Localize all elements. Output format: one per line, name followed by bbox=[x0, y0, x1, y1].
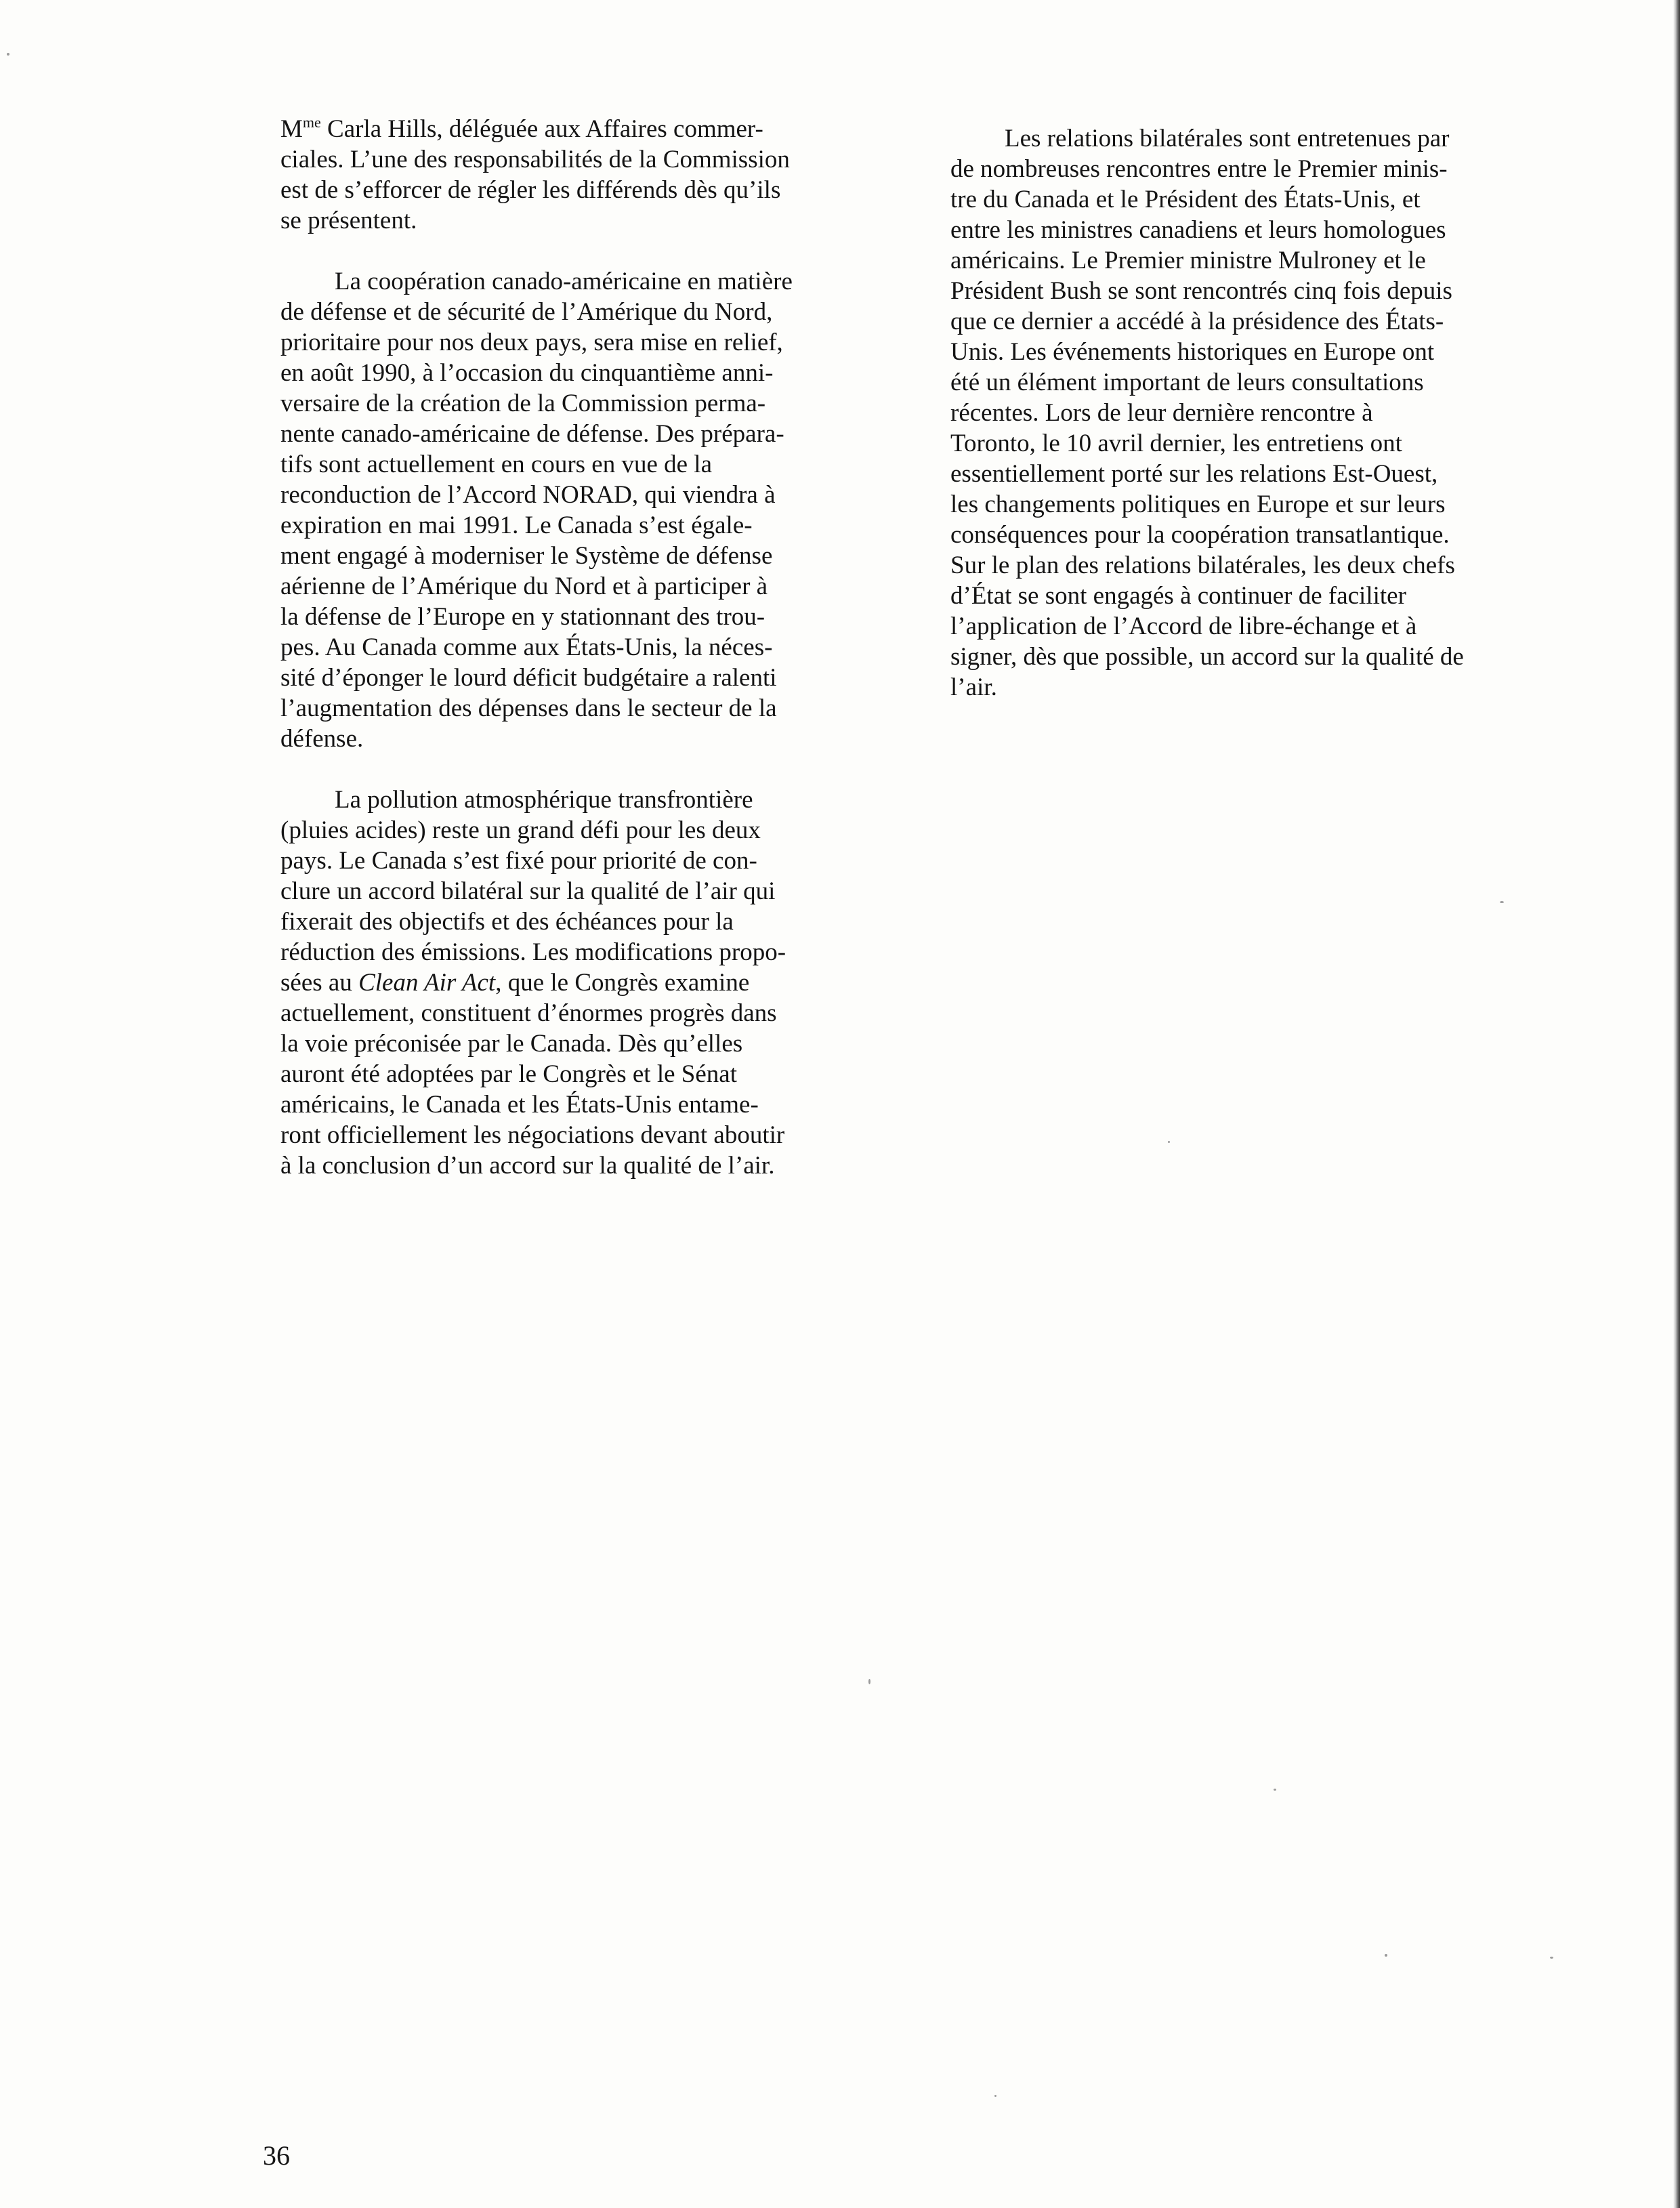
text-line: se présentent. bbox=[280, 207, 417, 234]
text-line: en août 1990, à l’occasion du cinquantième anni- bbox=[280, 359, 774, 387]
text-line: est de s’efforcer de régler les différends dès qu’ils bbox=[280, 176, 781, 204]
scan-speck bbox=[868, 1679, 870, 1684]
text-line: ment engagé à moderniser le Système de défense bbox=[280, 542, 773, 570]
text-line: (pluies acides) reste un grand défi pour les deux bbox=[280, 816, 761, 844]
text-line: Unis. Les événements historiques en Europe ont bbox=[950, 338, 1435, 366]
scan-speck bbox=[1168, 1141, 1170, 1143]
left-text-column bbox=[280, 114, 890, 1181]
text-line: la défense de l’Europe en y stationnant des trou- bbox=[280, 603, 765, 631]
text-line: auront été adoptées par le Congrès et le Sénat bbox=[280, 1060, 737, 1088]
scan-speck bbox=[1500, 901, 1504, 903]
text-line bbox=[280, 114, 890, 144]
text-line: ront officiellement les négociations devant aboutir bbox=[280, 1121, 785, 1149]
text-line: Sur le plan des relations bilatérales, les deux chefs bbox=[950, 551, 1455, 579]
text-line: de défense et de sécurité de l’Amérique du Nord, bbox=[280, 298, 773, 326]
text-line: l’air. bbox=[950, 673, 997, 701]
text-line: été un élément important de leurs consultations bbox=[950, 369, 1424, 396]
text-line: d’État se sont engagés à continuer de faciliter bbox=[950, 582, 1406, 610]
text-line: réduction des émissions. Les modifications propo- bbox=[280, 938, 786, 966]
paragraph-defense-cooperation bbox=[280, 266, 890, 754]
text-fragment: sées au bbox=[280, 969, 359, 997]
scan-speck bbox=[1385, 1954, 1387, 1957]
text-line: nente canado-américaine de défense. Des prépara- bbox=[280, 420, 784, 448]
text-line: pays. Le Canada s’est fixé pour priorité de con- bbox=[280, 847, 757, 875]
text-line: récentes. Lors de leur dernière rencontre à bbox=[950, 399, 1373, 427]
text-line: pes. Au Canada comme aux États-Unis, la néces- bbox=[280, 633, 773, 661]
text-line: expiration en mai 1991. Le Canada s’est égale- bbox=[280, 512, 753, 539]
text-line bbox=[280, 967, 890, 998]
paragraph-spacer bbox=[280, 236, 890, 266]
paragraph-carla-hills bbox=[280, 114, 890, 236]
paragraph-spacer bbox=[280, 754, 890, 785]
text-line: reconduction de l’Accord NORAD, qui viendra à bbox=[280, 481, 776, 509]
text-fragment: , que le Congrès examine bbox=[495, 969, 750, 997]
text-line: l’application de l’Accord de libre-échange et à bbox=[950, 612, 1417, 640]
text-line: aérienne de l’Amérique du Nord et à participer à bbox=[280, 572, 768, 600]
text-line: défense. bbox=[280, 725, 364, 753]
text-line: ciales. L’une des responsabilités de la Commission bbox=[280, 146, 790, 173]
text-line: à la conclusion d’un accord sur la qualité de l’air. bbox=[280, 1152, 775, 1180]
text-line: La pollution atmosphérique transfrontière bbox=[335, 786, 753, 814]
right-text-column bbox=[950, 123, 1574, 703]
text-line: entre les ministres canadiens et leurs homologues bbox=[950, 216, 1446, 244]
text-line: tre du Canada et le Président des États-Unis, et bbox=[950, 186, 1421, 213]
text-line: essentiellement porté sur les relations Est-Ouest, bbox=[950, 460, 1438, 488]
text-line: les changements politiques en Europe et sur leurs bbox=[950, 491, 1446, 518]
text-line: clure un accord bilatéral sur la qualité de l’air qui bbox=[280, 877, 776, 905]
text-line: l’augmentation des dépenses dans le secteur de la bbox=[280, 694, 777, 722]
text-line: tifs sont actuellement en cours en vue de la bbox=[280, 451, 713, 478]
text-line: de nombreuses rencontres entre le Premier minis- bbox=[950, 155, 1448, 183]
text-line: fixerait des objectifs et des échéances pour la bbox=[280, 908, 734, 936]
text-line: conséquences pour la coopération transatlantique. bbox=[950, 521, 1450, 549]
paragraph-acid-rain bbox=[280, 785, 890, 1181]
text-line: La coopération canado-américaine en matière bbox=[335, 268, 793, 295]
scan-speck bbox=[7, 53, 9, 56]
text-line: la voie préconisée par le Canada. Dès qu’elles bbox=[280, 1030, 743, 1058]
text-line: sité d’éponger le lourd déficit budgétaire a ralenti bbox=[280, 664, 777, 692]
text-line: signer, dès que possible, un accord sur la qualité de bbox=[950, 643, 1464, 671]
text-line: Les relations bilatérales sont entretenues par bbox=[1005, 125, 1450, 152]
scan-speck bbox=[1274, 1789, 1276, 1791]
paragraph-bilateral-relations bbox=[950, 123, 1574, 703]
scan-page-edge bbox=[1673, 0, 1680, 2208]
scan-speck bbox=[994, 2095, 996, 2097]
text-fragment: Carla Hills, déléguée aux Affaires commer- bbox=[320, 115, 763, 143]
scan-speck bbox=[1550, 1957, 1553, 1959]
page-number: 36 bbox=[263, 2140, 290, 2171]
text-line: Président Bush se sont rencontrés cinq fois depuis bbox=[950, 277, 1452, 305]
text-line: américains. Le Premier ministre Mulroney et le bbox=[950, 247, 1426, 274]
text-line: prioritaire pour nos deux pays, sera mise en relief, bbox=[280, 329, 783, 356]
text-fragment: M bbox=[280, 115, 303, 143]
italic-title: Clean Air Act bbox=[358, 969, 496, 997]
text-line: américains, le Canada et les États-Unis entame- bbox=[280, 1091, 759, 1119]
text-line: que ce dernier a accédé à la présidence des États- bbox=[950, 308, 1444, 335]
text-line: Toronto, le 10 avril dernier, les entretiens ont bbox=[950, 430, 1402, 457]
superscript-abbreviation: me bbox=[302, 114, 321, 131]
text-line: actuellement, constituent d’énormes progrès dans bbox=[280, 999, 777, 1027]
text-line: versaire de la création de la Commission perma- bbox=[280, 390, 766, 417]
